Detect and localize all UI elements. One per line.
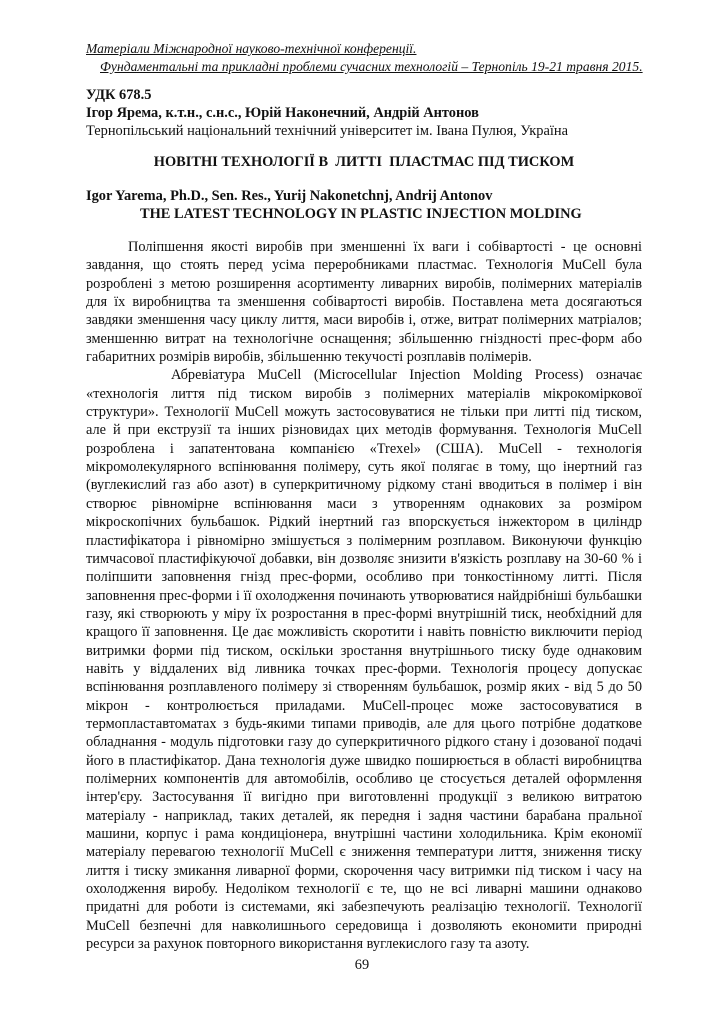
authors-english: Igor Yarema, Ph.D., Sen. Res., Yurij Nakonetchnj, Andrij Antonov — [86, 188, 493, 204]
authors-ukrainian: Ігор Ярема, к.т.н., с.н.с., Юрій Наконечний, Андрій Антонов — [86, 105, 479, 121]
title-ukrainian: НОВІТНІ ТЕХНОЛОГІЇ В ЛИТТІ ПЛАСТМАС ПІД ТИСКОМ — [153, 154, 575, 170]
article-body — [86, 238, 642, 953]
title-english: THE LATEST TECHNOLOGY IN PLASTIC INJECTION MOLDING — [140, 206, 582, 222]
conference-header-line1: Матеріали Міжнародної науково-технічної конференції. — [86, 41, 417, 56]
conference-header-line2: Фундаментальні та прикладні проблеми сучасних технологій – Тернопіль 19-21 травня 2015. — [100, 59, 643, 74]
body-paragraph-2: Абревіатура MuCell (Microcellular Injection Molding Process) означає «технологія лиття під тиском виробів з полімерних матеріалів мікрокоміркової структури». Технології MuCell можуть застосовуватися не тільки при литті під тиском, але й при екструзії та інших різновидах цих методів формування. Технологія MuCell розроблена і запатентована компанією «Trexel» (США). MuCell - технологія мікромолекулярного вспінювання полімеру, суть якої полягає в тому, що інертний газ (вуглекислий газ або азот) в суперкритичному рідкому стані вводиться в полімер і він створює рівномірне вспінювання маси з утворенням однакових за розміром мікроскопічних бульбашок. Рідкий інертний газ впорскується інжектором в циліндр пластифікатора і рівномірно змішується з полімерним розплавом. Виконуючи функцію тимчасової пластифікуючої добавки, він дозволяє знизити в'язкість розплаву на 30-60 % і поліпшити заповнення гнізд прес-форми, особливо при тонкостінному литті. Після заповнення прес-форми і її охолодження починають утворюватися найдрібніші бульбашки газу, які створюють у міру їх розростання в прес-формі внутрішній тиск, необхідний для кращого її заповнення. Це дає можливість скоротити і навіть повністю виключити період витримки форми під тиском, оскільки зростання внутрішнього тиску буде однаковим навіть у віддалених від ливника точках прес-форми. Технологія процесу допускає вспінювання розплавленого полімеру зі створенням бульбашок, розмір яких - від 5 до 50 мікрон - контролюється приладами. MuCell-процес може застосовуватися в термопластавтоматах з будь-якими типами приводів, але для цього потрібне додаткове обладнання - модуль підготовки газу до суперкритичного рідкого стану і дозованої подачі його в пластифікатор. Дана технологія дуже швидко поширюється в області виробництва полімерних компонентів для автомобілів, особливо це стосується деталей оформлення інтер'єру. Застосування її вигідно при виготовленні продукції з великою витратою матеріалу - наприклад, таких деталей, як передня і задня частини барабана пральної машини, корпус і рама кондиціонера, внутрішні частини холодильника. Крім економії матеріалу перевагою технології MuCell є зниження температури лиття, зниження тиску лиття і тиску змикання ливарної форми, скорочення часу витримки під тиском і часу на охолодження виробу. Недоліком технології є те, що не всі ливарні машини однаково придатні для роботи із системами, які забезпечують реалізацію технології. Технології MuCell безпечні для навколишнього середовища і дозволяють економити природні ресурси за рахунок повторного використання вуглекислого газу та азоту. — [86, 367, 642, 953]
affiliation: Тернопільський національний технічний університет ім. Івана Пулюя, Україна — [86, 123, 568, 139]
body-paragraph-1: Поліпшення якості виробів при зменшенні їх ваги і собівартості - це основні завдання, що стоять перед усіма переробниками пластмас. Технологія MuCell була розроблені з метою розширення асортименту ливарних виробів, полімерних матеріалів для їх виробництва та зменшення собівартості виробів. Поставлена мета досягаються завдяки зменшення часу циклу лиття, маси виробів і, отже, витрат полімерних матріалов; зменшенню витрат на технологічне оснащення; збільшенню гніздності прес-форм або габаритних розмірів виробів, збільшенню текучості розплавів полімерів. — [86, 239, 642, 366]
page-number: 69 — [354, 957, 370, 973]
udk-code: УДК 678.5 — [86, 87, 152, 103]
